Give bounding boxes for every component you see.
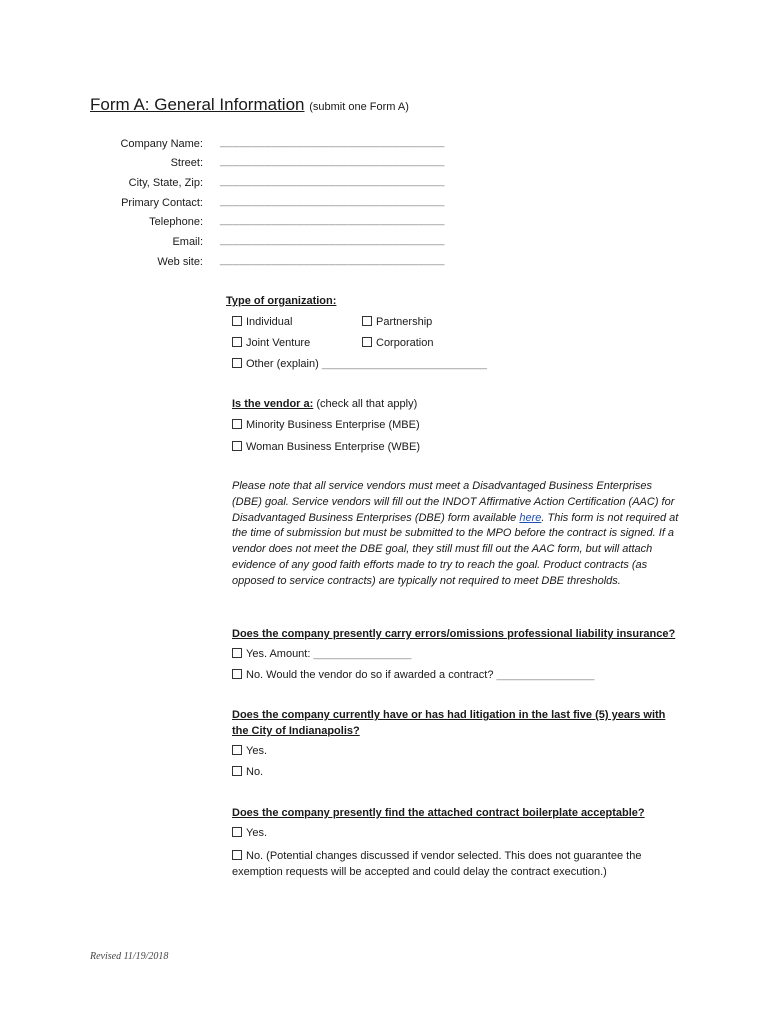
boilerplate-no-label: No. (Potential changes discussed if vendor selected. This does not guarantee the exemption requests will be accepted and could delay the contract execution.): [232, 850, 642, 878]
joint-venture-label: Joint Venture: [246, 337, 311, 349]
partnership-checkbox[interactable]: [362, 316, 372, 326]
individual-checkbox[interactable]: [232, 316, 242, 326]
org-partnership-option[interactable]: [362, 316, 432, 328]
vendor-mbe-option[interactable]: [232, 419, 420, 431]
vendor-wbe-option[interactable]: [232, 441, 420, 453]
org-other-option[interactable]: [232, 358, 487, 370]
corporation-checkbox[interactable]: [362, 337, 372, 347]
litigation-yes-option[interactable]: [232, 745, 267, 757]
partnership-label: Partnership: [376, 316, 433, 328]
city-state-zip-field[interactable]: ___________________________________: [220, 175, 445, 187]
dbe-note-paragraph: [232, 479, 682, 590]
individual-label: Individual: [246, 316, 293, 328]
insurance-yes-option[interactable]: [232, 648, 411, 660]
insurance-question: Does the company presently carry errors/omissions professional liability insurance?: [232, 628, 676, 640]
company-name-label: Company Name:: [120, 138, 203, 150]
website-field[interactable]: ___________________________________: [220, 254, 445, 266]
street-field[interactable]: ___________________________________: [220, 155, 445, 167]
telephone-field[interactable]: ___________________________________: [220, 214, 445, 226]
insurance-no-field[interactable]: ________________: [496, 669, 595, 681]
form-title-main: Form A: General Information: [90, 95, 305, 114]
insurance-yes-label: Yes. Amount:: [246, 648, 311, 660]
litigation-no-checkbox[interactable]: [232, 766, 242, 776]
litigation-yes-label: Yes.: [246, 745, 268, 757]
insurance-no-option[interactable]: [232, 669, 594, 681]
mbe-checkbox[interactable]: [232, 419, 242, 429]
other-label: Other (explain): [246, 358, 319, 370]
wbe-checkbox[interactable]: [232, 441, 242, 451]
joint-venture-checkbox[interactable]: [232, 337, 242, 347]
litigation-question: Does the company currently have or has had litigation in the last five (5) years with the City of Indianapolis?: [232, 709, 666, 737]
boilerplate-no-option[interactable]: [232, 848, 682, 880]
insurance-no-label: No. Would the vendor do so if awarded a contract?: [246, 669, 494, 681]
wbe-label: Woman Business Enterprise (WBE): [246, 441, 421, 453]
telephone-label: Telephone:: [149, 216, 203, 228]
website-label: Web site:: [157, 256, 203, 268]
litigation-yes-checkbox[interactable]: [232, 745, 242, 755]
other-checkbox[interactable]: [232, 358, 242, 368]
vendor-heading-label: Is the vendor a:: [232, 398, 314, 410]
mbe-label: Minority Business Enterprise (MBE): [246, 419, 420, 431]
primary-contact-field[interactable]: ___________________________________: [220, 195, 445, 207]
boilerplate-question: Does the company presently find the attached contract boilerplate acceptable?: [232, 807, 645, 819]
aac-form-link[interactable]: here: [519, 511, 542, 524]
vendor-type-heading: [232, 398, 417, 410]
boilerplate-yes-option[interactable]: [232, 827, 267, 839]
other-explain-field[interactable]: ___________________________: [321, 358, 488, 370]
city-state-zip-label: City, State, Zip:: [128, 177, 203, 189]
insurance-no-checkbox[interactable]: [232, 669, 242, 679]
dbe-note-text-1: Please note that all service vendors must meet a Disadvantaged Business Enterprises (DBE) goal. Service vendors will fill out the INDOT Affirmative Action Certification (AAC) for Disadvantaged Business Enterprises (DBE) form available: [232, 480, 675, 524]
form-title-sub: (submit one Form A): [309, 101, 409, 113]
street-label: Street:: [170, 157, 203, 169]
org-individual-option[interactable]: [232, 316, 292, 328]
org-type-heading: Type of organization:: [226, 295, 337, 307]
boilerplate-no-checkbox[interactable]: [232, 850, 242, 860]
boilerplate-yes-label: Yes.: [246, 827, 268, 839]
litigation-no-option[interactable]: [232, 766, 263, 778]
insurance-yes-checkbox[interactable]: [232, 648, 242, 658]
email-field[interactable]: ___________________________________: [220, 234, 445, 246]
litigation-no-label: No.: [246, 766, 264, 778]
primary-contact-label: Primary Contact:: [121, 197, 203, 209]
company-name-field[interactable]: ___________________________________: [220, 136, 445, 148]
boilerplate-yes-checkbox[interactable]: [232, 827, 242, 837]
revision-date: Revised 11/19/2018: [90, 951, 169, 962]
dbe-note-text-2: . This form is not required at the time of submission but must be submitted to the MPO before the contract is signed. If a vendor does not meet the DBE goal, they still must fill out the AAC form, but will attach evidence of any good faith efforts made to try to reach the goal. Product contracts (as opposed to service contracts) are typically not required to meet DBE thresholds.: [232, 511, 679, 587]
insurance-amount-field[interactable]: ________________: [313, 648, 412, 660]
vendor-heading-note: (check all that apply): [316, 398, 418, 410]
email-label: Email:: [172, 236, 203, 248]
corporation-label: Corporation: [376, 337, 434, 349]
form-title: [90, 95, 409, 115]
org-corporation-option[interactable]: [362, 337, 433, 349]
org-joint-venture-option[interactable]: [232, 337, 310, 349]
